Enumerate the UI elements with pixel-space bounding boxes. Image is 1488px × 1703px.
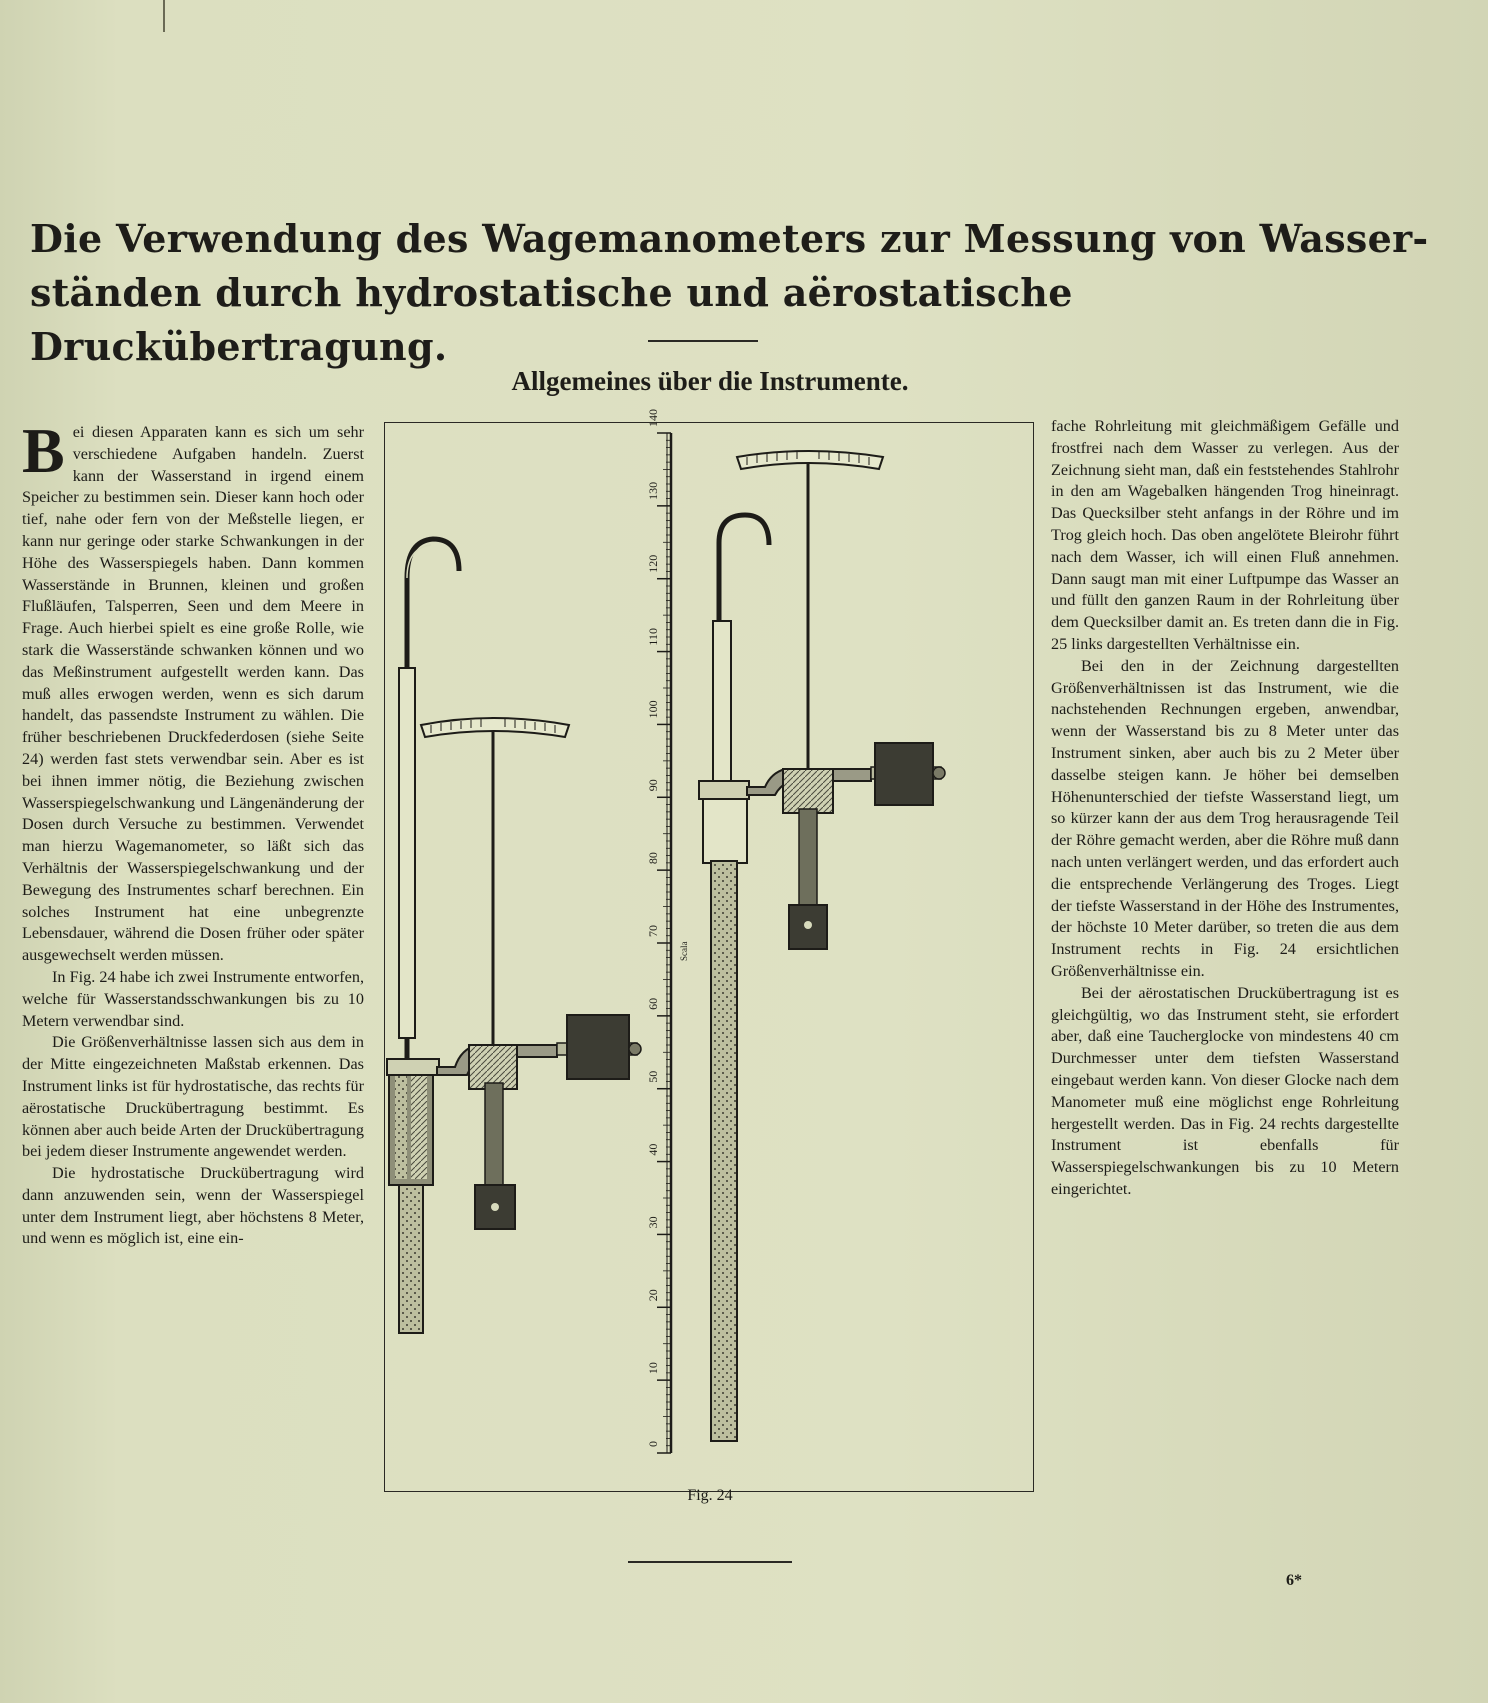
left-paragraph-2: In Fig. 24 habe ich zwei Instrumente entworfen, welche für Wasserstandsschwankungen bis zu 10 Metern verwendbar sind. xyxy=(22,967,364,1030)
right-knife-edge xyxy=(783,769,833,813)
scale-label: 30 xyxy=(646,1216,660,1229)
scale-label: 60 xyxy=(646,997,660,1010)
left-cup xyxy=(387,1059,439,1075)
manometer-drawing xyxy=(385,409,1033,1491)
right-cup xyxy=(699,781,749,799)
binding-mark xyxy=(163,0,165,32)
page-title xyxy=(30,212,1450,374)
left-paragraph-3: Die Größenverhältnisse lassen sich aus dem in der Mitte eingezeichneten Maßstab erkennen. Das Instrument links ist für hydrostatische, das rechts für aërostatische Druckübertragung bestimmt. Es können aber auch beide Arten der Druckübertragung bei jedem dieser Instrumente angewendet werden. xyxy=(22,1033,364,1161)
title-line-2: ständen durch hydrostatische und aërostatische Druckübertragung. xyxy=(30,270,1073,369)
figure-caption: Fig. 24 xyxy=(687,1487,733,1504)
section-heading: Allgemeines über die Instrumente. xyxy=(511,366,909,396)
left-counterweight xyxy=(567,1015,629,1079)
page-number: 6* xyxy=(1286,1572,1302,1589)
scale-label: 0 xyxy=(646,1441,660,1447)
scale-label: 50 xyxy=(646,1070,660,1083)
drop-cap: B xyxy=(22,415,65,486)
scale-bar xyxy=(646,409,689,1453)
title-line-1: Die Verwendung des Wagemanometers zur Messung von Wasser- xyxy=(30,216,1429,261)
scale-maker-mark: Scala xyxy=(679,941,689,961)
left-text-column xyxy=(22,415,364,1250)
right-instrument xyxy=(699,451,945,1441)
left-instrument xyxy=(387,539,641,1333)
right-paragraph-1: fache Rohrleitung mit gleichmäßigem Gefälle und frostfrei nach dem Wasser zu verlegen. Aus der Zeichnung sieht man, daß ein feststehendes Stahlrohr in den am Wagebalken hängenden Trog hineinragt. Das Quecksilber steht anfangs in der Röhre und im Trog gleich hoch. Das oben angelötete Bleirohr führt nach dem Wasser, ich will einen Fluß annehmen. Dann saugt man mit einer Luftpumpe das Wasser an und füllt den ganzen Raum in der Rohrleitung über dem Quecksilber damit an. Es treten dann die in Fig. 25 links dargestellten Verhältnisse ein. xyxy=(1051,417,1399,653)
scale-label: 130 xyxy=(646,481,660,500)
right-counterweight xyxy=(875,743,933,805)
scale-label: 20 xyxy=(646,1289,660,1302)
scale-label: 40 xyxy=(646,1143,660,1156)
bottom-divider xyxy=(628,1561,792,1563)
right-standpipe xyxy=(713,621,731,801)
scale-label: 120 xyxy=(646,554,660,573)
right-paragraph-3: Bei der aërostatischen Druckübertragung ist es gleichgültig, wo das Instrument steht, sie erfordert aber, daß eine Taucherglocke von mindestens 40 cm Durchmesser unter dem tiefsten Wasserstand eingebaut werden kann. Von dieser Glocke nach dem Manometer muß eine möglichst enge Rohrleitung hergestellt werden. Das in Fig. 24 rechts dargestellte Instrument ist ebenfalls für Wasserspiegelschwankungen bis zu 10 Metern eingerichtet. xyxy=(1051,983,1399,1198)
left-standpipe xyxy=(399,668,415,1038)
figure-24 xyxy=(384,409,1034,1492)
bleed-through-text xyxy=(430,60,437,92)
right-text-column xyxy=(1051,416,1399,1201)
right-paragraph-2: Bei den in der Zeichnung dargestellten Größenverhältnissen ist das Instrument, wie die nachstehenden Rechnungen ergeben, anwendbar, wenn der Wasserstand bis zu 8 Meter unter das Instrument sinken, aber auch bis zu 2 Meter über dasselbe steigen kann. Je höher bei demselben Höhenunterschied der tiefste Wasserstand liegt, um so kürzer kann der aus dem Trog herausragende Teil der Röhre gemacht werden, aber die Röhre muß dann nach unten verlängert werden, und das erfordert auch die entsprechende Verlängerung des Troges. Liegt der tiefste Wasserstand in der Höhe des Instrumentes, der höchste 10 Meter darüber, so treten die aus dem Instrument rechts in Fig. 24 ersichtlichen Größenverhältnisse ein. xyxy=(1051,656,1399,980)
right-long-tube xyxy=(711,861,737,1441)
left-dial-arc xyxy=(421,718,569,737)
right-trough xyxy=(703,799,747,863)
right-dial-arc xyxy=(737,451,883,469)
left-tube-lower xyxy=(399,1185,423,1333)
right-goose-neck xyxy=(719,515,769,623)
scale-label: 110 xyxy=(646,628,660,646)
left-paragraph-1-text: ei diesen Apparaten kann es sich um sehr verschiedene Aufgaben handeln. Zuerst kann der Wasserstand in irgend einem Speicher zu bestimmen sein. Dieser kann hoch oder tief, nahe oder fern von der Meßstelle liegen, er kann nur geringe oder starke Schwankungen in der Höhe des Wasserspiegels haben. Dann kommen Wasserstände in Brunnen, kleinen und großen Flußläufen, Talsperren, Seen und dem Meere in Frage. Auch hierbei spielt es eine große Rolle, wie stark die Wasserstände schwanken können und wo das Meßinstrument aufgestellt werden kann. Das muß alles erwogen werden, wenn es sich darum handelt, das passendste Instrument zu wählen. Die früher beschriebenen Druckfederdosen (siehe Seite 24) werden fast stets verwendbar sein. Aber es ist bei ihnen immer nötig, die Beziehung zwischen Wasserspiegelschwankung und Längenänderung der Dosen durch Versuche zu bestimmen. Verwendet man hierzu Wagemanometer, so läßt sich das Verhältnis der Wasserspiegelschwankung und der Bewegung des Instrumentes scharf berechnen. Ein solches Instrument hat eine unbegrenzte Lebensdauer, während die Dosen früher oder später ausgewechselt werden müssen. xyxy=(22,423,364,965)
scale-label: 10 xyxy=(646,1362,660,1375)
left-paragraph-4: Die hydrostatische Druckübertragung wird dann anzuwenden sein, wenn der Wasserspiegel unter dem Instrument liegt, aber höchstens 8 Meter, und wenn es möglich ist, eine ein- xyxy=(22,1164,364,1248)
scale-label: 80 xyxy=(646,852,660,865)
scale-label: 100 xyxy=(646,700,660,719)
scale-label: 140 xyxy=(646,409,660,427)
scale-label: 70 xyxy=(646,925,660,937)
left-paragraph-1 xyxy=(22,415,364,967)
right-stem xyxy=(799,809,817,907)
title-divider xyxy=(648,340,758,342)
left-stem xyxy=(485,1083,503,1187)
scale-label: 90 xyxy=(646,779,660,792)
